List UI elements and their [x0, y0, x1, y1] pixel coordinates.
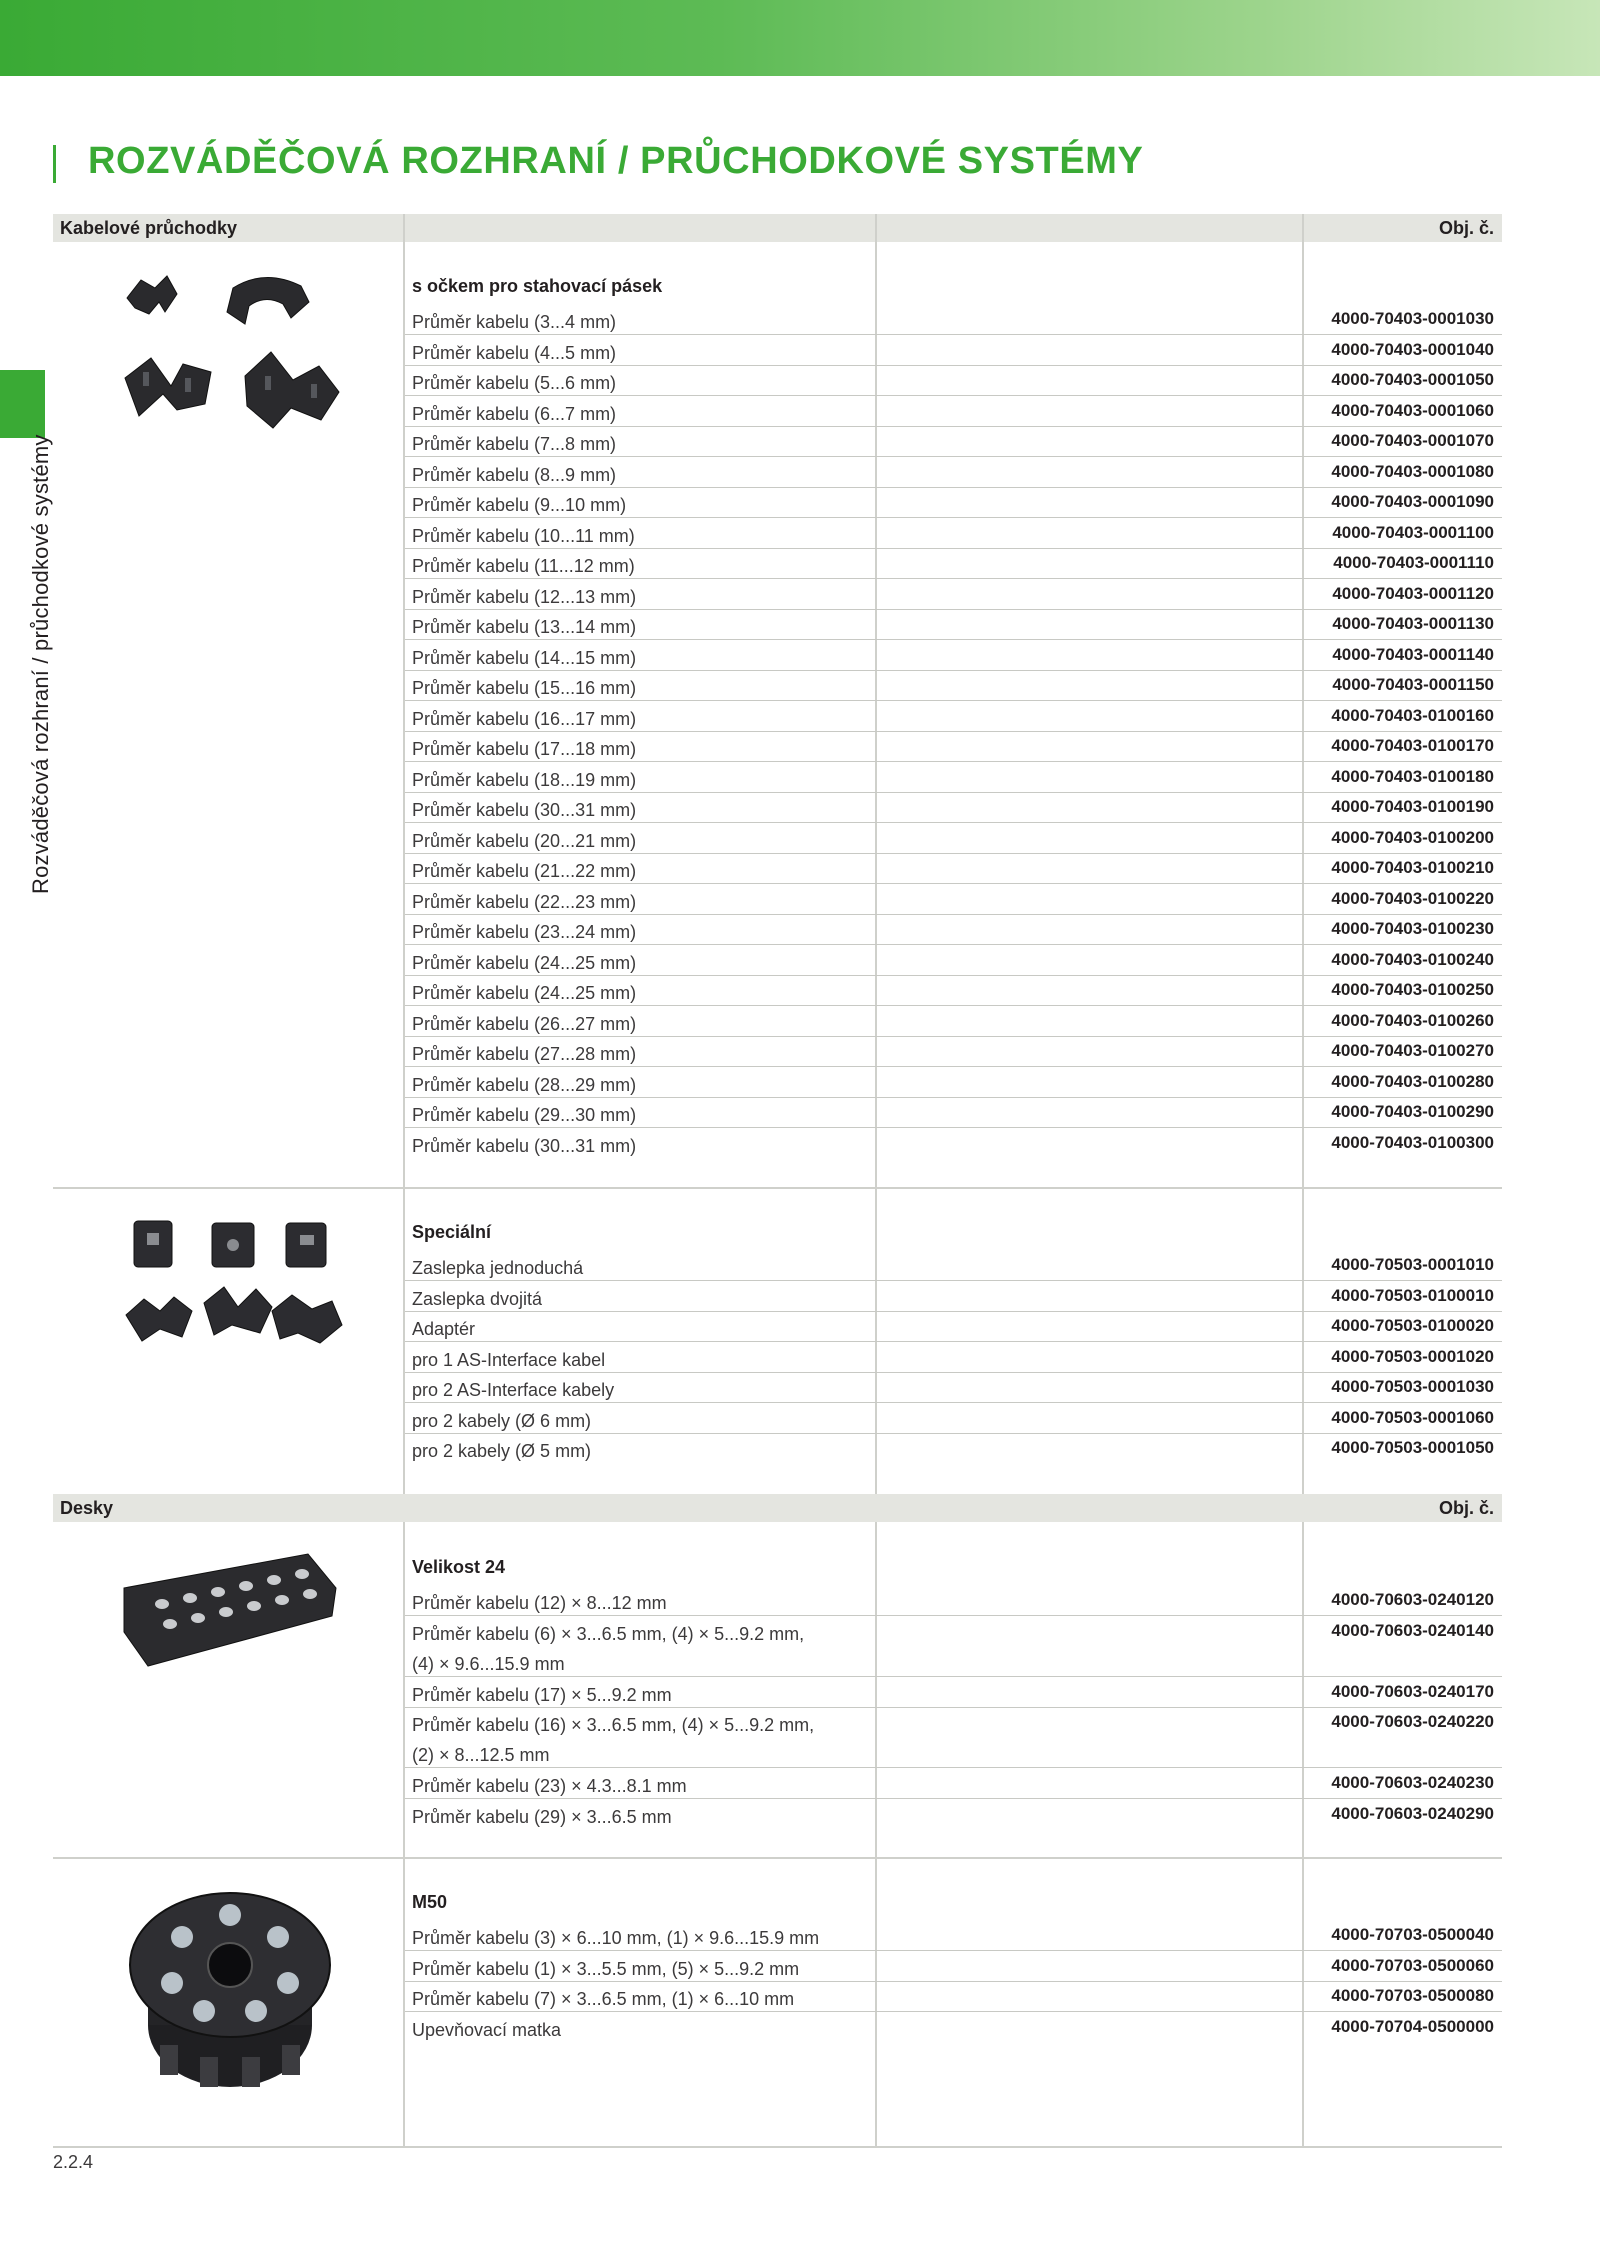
order-code: 4000-70403-0100300: [1331, 1133, 1494, 1152]
row-description: Průměr kabelu (24...25 mm): [412, 953, 637, 973]
order-code: 4000-70703-0500060: [1331, 1956, 1494, 1975]
table-row: [405, 1951, 1502, 1982]
table-row: [405, 1281, 1502, 1312]
row-description: Průměr kabelu (14...15 mm): [412, 648, 637, 668]
table-row: [405, 335, 1502, 366]
row-description: Průměr kabelu (8...9 mm): [412, 465, 617, 485]
table-row: [405, 884, 1502, 915]
order-code: 4000-70403-0001070: [1331, 431, 1494, 450]
table-row: [405, 1372, 1502, 1403]
order-code: 4000-70503-0001020: [1331, 1347, 1494, 1366]
order-code: 4000-70503-0001050: [1331, 1438, 1494, 1457]
section-header-desky: [53, 1494, 1502, 1522]
footer-rule: [53, 2146, 1502, 2148]
row-description: Průměr kabelu (6) × 3...6.5 mm, (4) × 5...9.2 mm,: [412, 1624, 805, 1644]
row-description: Průměr kabelu (12...13 mm): [412, 587, 637, 607]
row-description: Průměr kabelu (23) × 4.3...8.1 mm: [412, 1776, 687, 1796]
cable-grommet-clips-image: [115, 268, 345, 448]
row-description: Průměr kabelu (30...31 mm): [412, 1136, 637, 1156]
row-description: Upevňovací matka: [412, 2020, 562, 2040]
row-description: Průměr kabelu (29...30 mm): [412, 1105, 637, 1125]
table-row: [405, 1250, 1502, 1281]
order-code: 4000-70603-0240230: [1331, 1773, 1494, 1792]
order-code: 4000-70403-0001140: [1332, 645, 1494, 664]
chapter-tab: [0, 370, 45, 438]
page-number: 2.2.4: [53, 2152, 94, 2172]
order-code: 4000-70503-0100020: [1331, 1316, 1494, 1335]
table-row: [405, 579, 1502, 610]
table-row: [405, 609, 1502, 640]
order-number-label: Obj. č.: [1438, 1498, 1494, 1518]
order-code: 4000-70403-0001100: [1332, 523, 1494, 542]
order-code: 4000-70403-0100170: [1331, 736, 1494, 755]
table-row: [405, 1433, 1502, 1463]
order-code: 4000-70403-0100250: [1331, 980, 1494, 999]
table-row: [405, 975, 1502, 1006]
top-color-band: [0, 0, 1600, 76]
row-description: Průměr kabelu (15...16 mm): [412, 678, 637, 698]
table-row: [405, 945, 1502, 976]
table-row: [405, 1006, 1502, 1037]
row-description: Průměr kabelu (13...14 mm): [412, 617, 637, 637]
order-code: 4000-70603-0240220: [1331, 1712, 1494, 1731]
row-description: pro 1 AS-Interface kabel: [412, 1350, 606, 1370]
row-description: Průměr kabelu (16) × 3...6.5 mm, (4) × 5...9.2 mm,: [412, 1715, 815, 1735]
order-code: 4000-70403-0100270: [1331, 1041, 1494, 1060]
row-description: Průměr kabelu (22...23 mm): [412, 892, 637, 912]
row-description: Adaptér: [412, 1319, 476, 1339]
row-description: Průměr kabelu (30...31 mm): [412, 800, 637, 820]
order-code: 4000-70503-0001010: [1331, 1255, 1494, 1274]
table-row: [405, 1342, 1502, 1373]
order-number-label: Obj. č.: [1438, 218, 1494, 238]
table-row: [405, 1920, 1502, 1951]
row-description: Průměr kabelu (20...21 mm): [412, 831, 637, 851]
group-separator: [53, 1857, 1502, 1859]
row-description: Průměr kabelu (27...28 mm): [412, 1044, 637, 1064]
group-title-ockem: s očkem pro stahovací pásek: [412, 276, 663, 296]
table-row: [405, 1036, 1502, 1067]
order-code: 4000-70403-0001080: [1331, 462, 1494, 481]
table-row: [405, 1067, 1502, 1098]
row-description: Průměr kabelu (3...4 mm): [412, 312, 617, 332]
table-row: [405, 548, 1502, 579]
order-code: 4000-70503-0100010: [1331, 1286, 1494, 1305]
order-code: 4000-70603-0240120: [1331, 1590, 1494, 1609]
order-code: 4000-70403-0100180: [1331, 767, 1494, 786]
row-description: Průměr kabelu (29) × 3...6.5 mm: [412, 1807, 672, 1827]
row-description: Průměr kabelu (11...12 mm): [412, 556, 635, 576]
side-chapter-label: Rozváděčová rozhraní / průchodkové systémy: [28, 434, 53, 894]
row-description: Průměr kabelu (17) × 5...9.2 mm: [412, 1685, 672, 1705]
order-code: 4000-70704-0500000: [1331, 2017, 1494, 2036]
title-accent-bar: [53, 145, 56, 183]
order-code: 4000-70403-0001120: [1332, 584, 1494, 603]
page-title: ROZVÁDĚČOVÁ ROZHRANÍ / PRŮCHODKOVÉ SYSTÉMY: [88, 140, 1144, 182]
table-row: [405, 1768, 1502, 1799]
table-row: [405, 426, 1502, 457]
row-description: pro 2 AS-Interface kabely: [412, 1380, 615, 1400]
row-description: Průměr kabelu (16...17 mm): [412, 709, 637, 729]
order-code: 4000-70403-0001040: [1331, 340, 1494, 359]
order-code: 4000-70603-0240140: [1331, 1621, 1494, 1640]
table-row: [405, 853, 1502, 884]
row-description: Průměr kabelu (9...10 mm): [412, 495, 627, 515]
table-row: [405, 670, 1502, 701]
order-code: 4000-70703-0500080: [1331, 1986, 1494, 2005]
row-description: Průměr kabelu (3) × 6...10 mm, (1) × 9.6...15.9 mm: [412, 1928, 820, 1948]
row-description: Průměr kabelu (5...6 mm): [412, 373, 617, 393]
table-row: [405, 1128, 1502, 1158]
order-code: 4000-70403-0100230: [1331, 919, 1494, 938]
table-row: [405, 1616, 1502, 1677]
row-description: Zaslepka jednoduchá: [412, 1258, 584, 1278]
order-code: 4000-70403-0100240: [1331, 950, 1494, 969]
order-code: 4000-70403-0001130: [1332, 614, 1494, 633]
table-row: [405, 365, 1502, 396]
row-description: Průměr kabelu (23...24 mm): [412, 922, 637, 942]
table-row: [405, 914, 1502, 945]
order-code: 4000-70403-0001060: [1331, 401, 1494, 420]
m50-grommet-image: [120, 1875, 340, 2105]
table-row: [405, 487, 1502, 518]
table-row: [405, 396, 1502, 427]
order-code: 4000-70403-0001090: [1331, 492, 1494, 511]
row-description: pro 2 kabely (Ø 6 mm): [412, 1411, 592, 1431]
row-description: Průměr kabelu (21...22 mm): [412, 861, 637, 881]
table-row: [405, 304, 1502, 335]
order-code: 4000-70603-0240170: [1331, 1682, 1494, 1701]
row-description: Průměr kabelu (26...27 mm): [412, 1014, 637, 1034]
table-row: [405, 701, 1502, 732]
order-code: 4000-70403-0100260: [1331, 1011, 1494, 1030]
row-description: Průměr kabelu (18...19 mm): [412, 770, 637, 790]
row-description-continued: (2) × 8...12.5 mm: [412, 1745, 550, 1765]
row-description: Průměr kabelu (28...29 mm): [412, 1075, 637, 1095]
row-description: Průměr kabelu (17...18 mm): [412, 739, 637, 759]
table-row: [405, 762, 1502, 793]
order-code: 4000-70403-0100160: [1331, 706, 1494, 725]
row-description: Průměr kabelu (6...7 mm): [412, 404, 617, 424]
row-description: Průměr kabelu (4...5 mm): [412, 343, 617, 363]
row-description: Průměr kabelu (1) × 3...5.5 mm, (5) × 5...9.2 mm: [412, 1959, 800, 1979]
row-description: Průměr kabelu (24...25 mm): [412, 983, 637, 1003]
special-grommets-image: [120, 1215, 345, 1360]
group-title-m50: M50: [412, 1892, 448, 1912]
row-description: pro 2 kabely (Ø 5 mm): [412, 1441, 592, 1461]
table-row: [405, 792, 1502, 823]
order-code: 4000-70403-0100190: [1331, 797, 1494, 816]
table-row: [405, 1981, 1502, 2012]
table-row: [405, 1707, 1502, 1768]
group-separator: [53, 1187, 1502, 1189]
order-code: 4000-70403-0100290: [1331, 1102, 1494, 1121]
grommet-plate-image: [118, 1548, 340, 1670]
table-row: [405, 823, 1502, 854]
group-title-specialni: Speciální: [412, 1222, 492, 1242]
order-code: 4000-70403-0100220: [1331, 889, 1494, 908]
table-row: [405, 1585, 1502, 1616]
order-code: 4000-70403-0001050: [1331, 370, 1494, 389]
row-description: Průměr kabelu (7...8 mm): [412, 434, 617, 454]
table-row: [405, 1799, 1502, 1829]
row-description: Průměr kabelu (10...11 mm): [412, 526, 635, 546]
order-code: 4000-70503-0001060: [1331, 1408, 1494, 1427]
section-title: Desky: [60, 1498, 114, 1518]
order-code: 4000-70703-0500040: [1331, 1925, 1494, 1944]
table-row: [405, 1097, 1502, 1128]
order-code: 4000-70403-0001110: [1333, 553, 1494, 572]
row-description-continued: (4) × 9.6...15.9 mm: [412, 1654, 565, 1674]
table-row: [405, 640, 1502, 671]
order-code: 4000-70403-0001150: [1332, 675, 1494, 694]
row-description: Zaslepka dvojitá: [412, 1289, 543, 1309]
table-row: [405, 1403, 1502, 1434]
table-row: [405, 1677, 1502, 1708]
order-code: 4000-70403-0100280: [1331, 1072, 1494, 1091]
table-row: [405, 457, 1502, 488]
table-row: [405, 1311, 1502, 1342]
row-description: Průměr kabelu (7) × 3...6.5 mm, (1) × 6...10 mm: [412, 1989, 795, 2009]
order-code: 4000-70503-0001030: [1331, 1377, 1494, 1396]
row-description: Průměr kabelu (12) × 8...12 mm: [412, 1593, 667, 1613]
order-code: 4000-70403-0001030: [1331, 309, 1494, 328]
table-row: [405, 518, 1502, 549]
group-title-velikost-24: Velikost 24: [412, 1557, 506, 1577]
section-title: Kabelové průchodky: [60, 218, 238, 238]
table-row: [405, 2012, 1502, 2042]
section-header-kabelove-pruchodky: [53, 214, 1502, 242]
order-code: 4000-70603-0240290: [1331, 1804, 1494, 1823]
table-row: [405, 731, 1502, 762]
order-code: 4000-70403-0100200: [1331, 828, 1494, 847]
order-code: 4000-70403-0100210: [1331, 858, 1494, 877]
